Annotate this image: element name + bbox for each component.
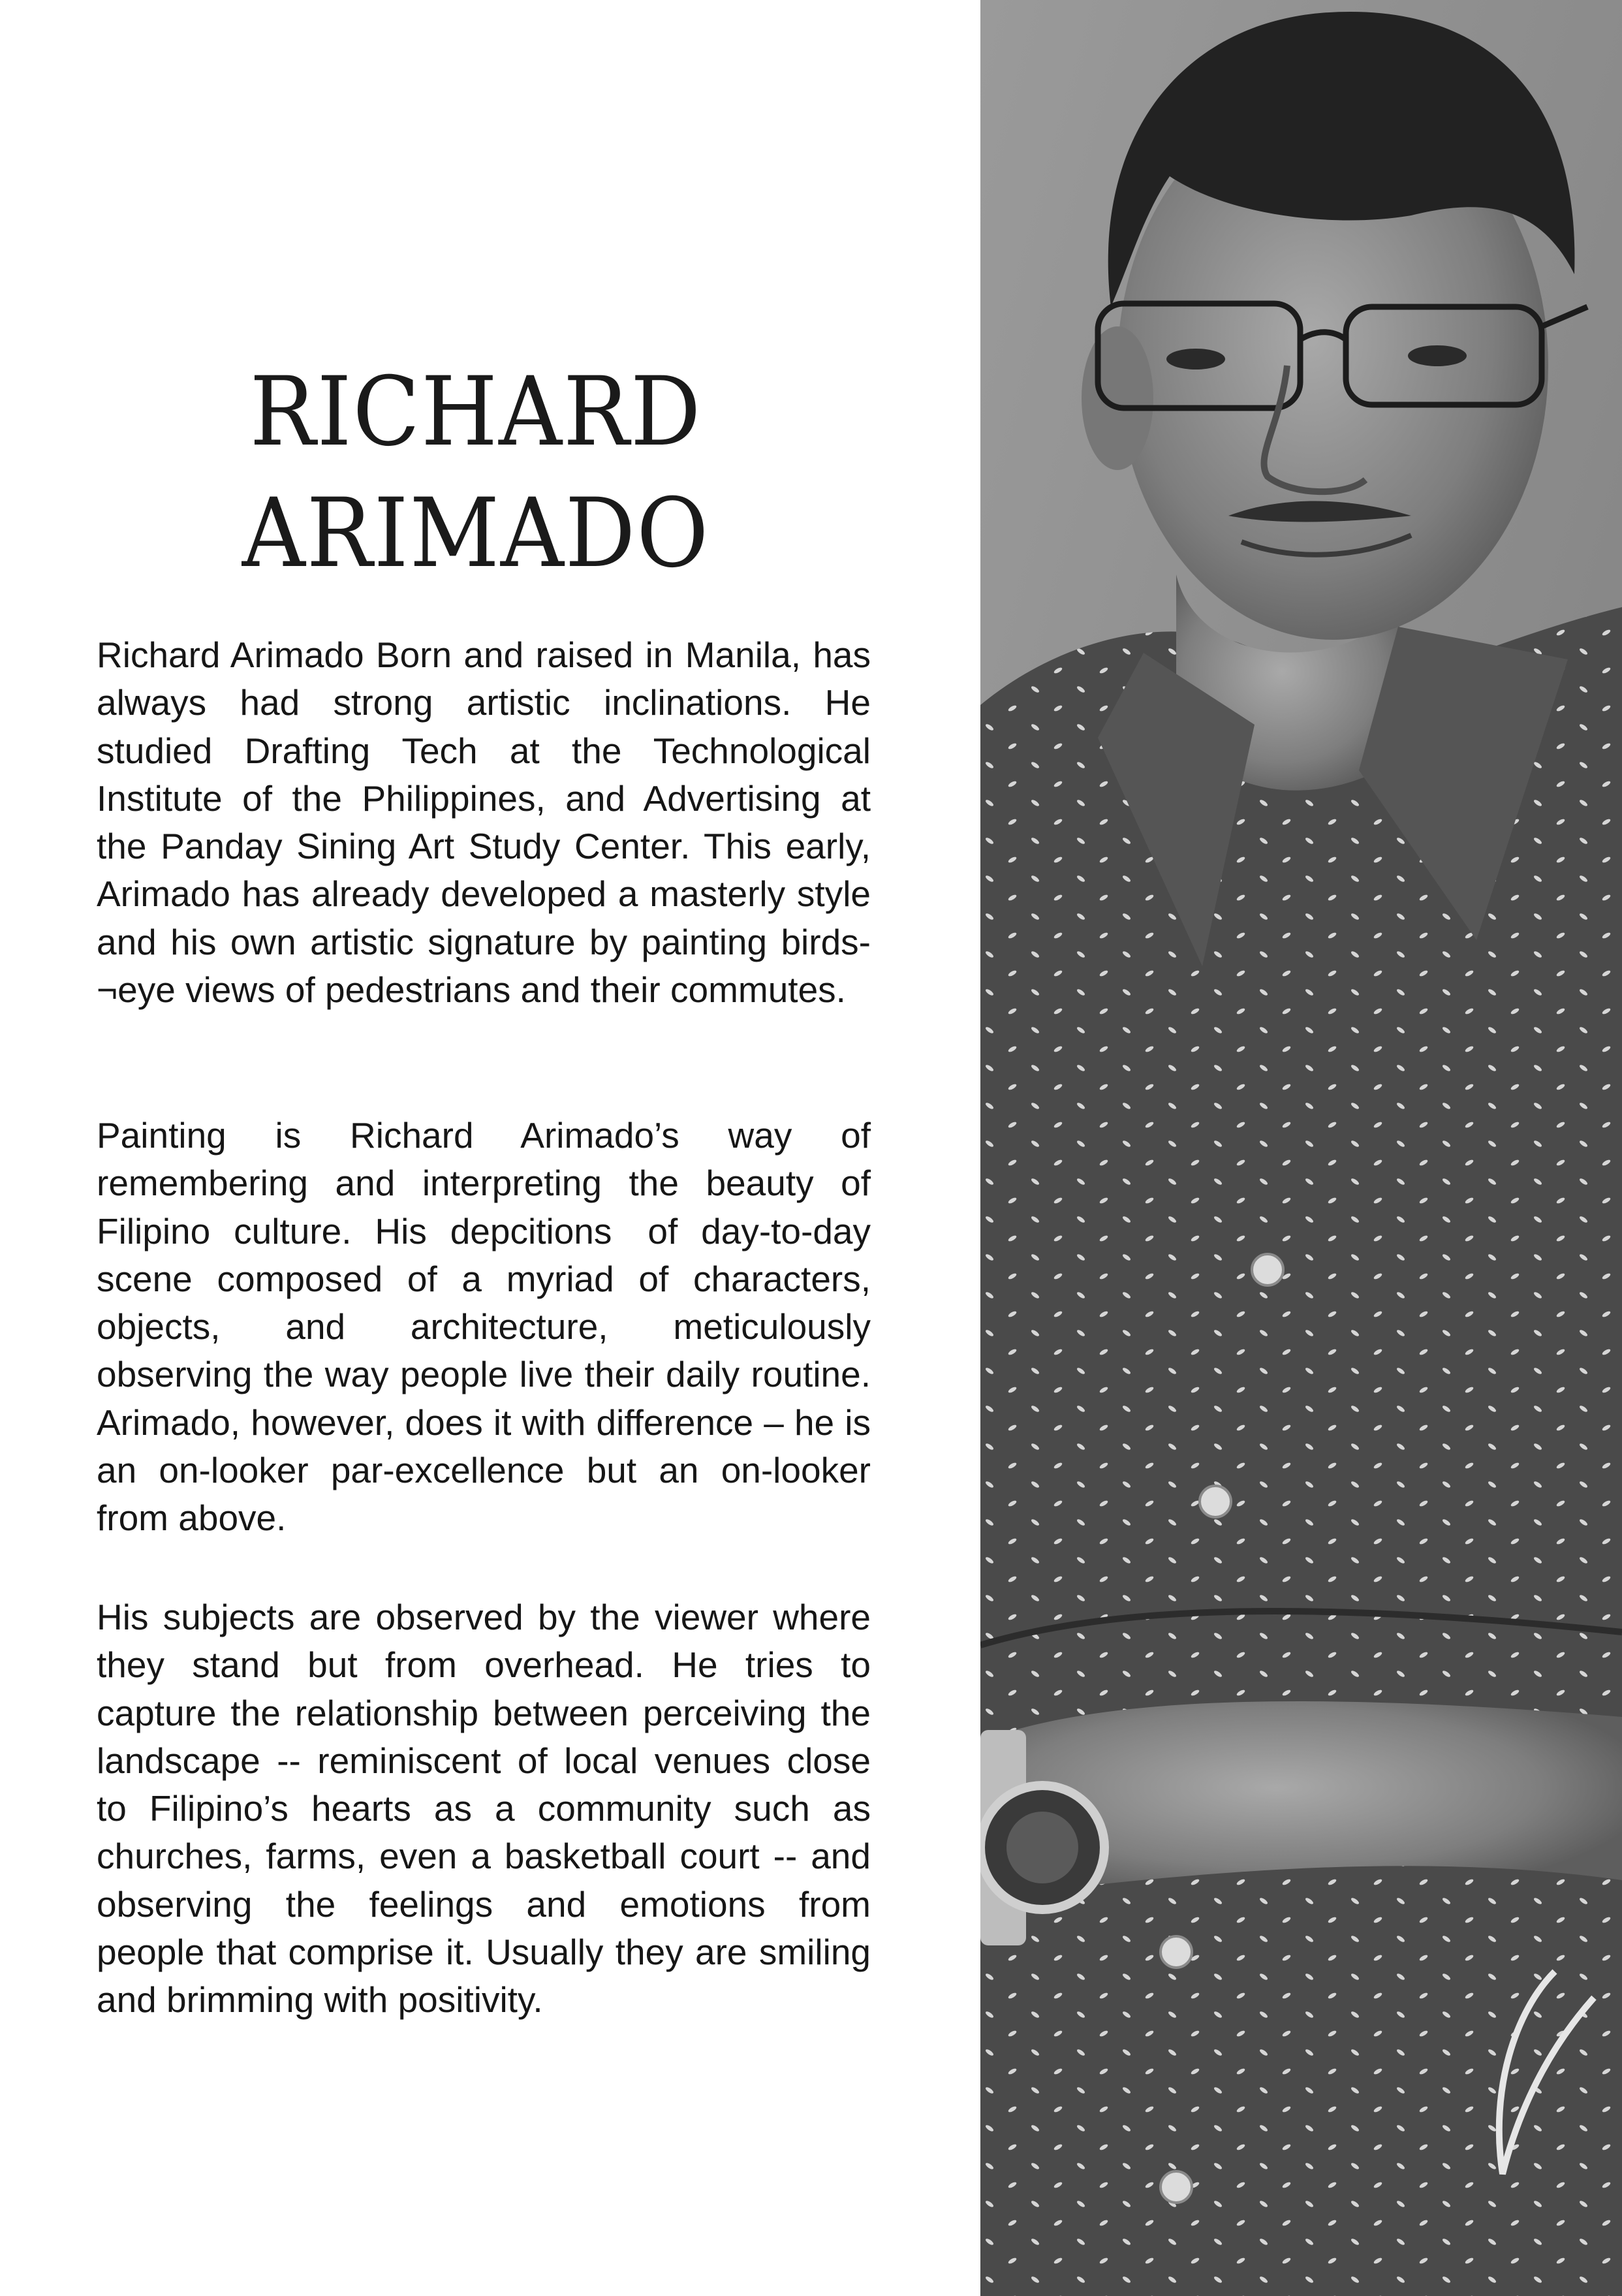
biography-paragraph-3: His subjects are observed by the viewer where they stand but from overhead. He tries to capture the relationship between perceiving the landscape -- reminiscent of local venues close to Filipino’s hearts as a community such as churches, farms, even a basketball court -- and observing the feelings and emotions from people that comprise it. Usually they are smiling and brimming with positivity.	[97, 1597, 871, 2021]
artist-portrait-photo	[980, 0, 1622, 2296]
shirt	[980, 607, 1622, 2296]
right-eye	[1408, 345, 1467, 366]
ear	[1082, 326, 1153, 470]
title-line-first-name: RICHARD	[249, 356, 702, 467]
title-line-last-name: ARIMADO	[242, 477, 710, 589]
page-title	[0, 351, 952, 594]
left-eye	[1166, 349, 1225, 370]
biography-paragraph-2: Painting is Richard Arimado’s way of remembering and interpreting the beauty of Filipino culture. His depcitions of day-to-day scene composed of a myriad of characters, objects, and architecture, meticulously observing the way people live their daily routine. Arimado, however, does it with difference – he is an on-looker par-excellence but an on-looker from above.	[97, 1115, 871, 1539]
biography-paragraph-1: Richard Arimado Born and raised in Manila, has always had strong artistic inclinations. He studied Drafting Tech at the Technological Institute of the Philippines, and Advertising at the Panday Sining Art Study Center. This early, Arimado has already developed a masterly style and his own artistic signature by painting birds-¬eye views of pedestrians and their commutes.	[97, 635, 871, 1011]
